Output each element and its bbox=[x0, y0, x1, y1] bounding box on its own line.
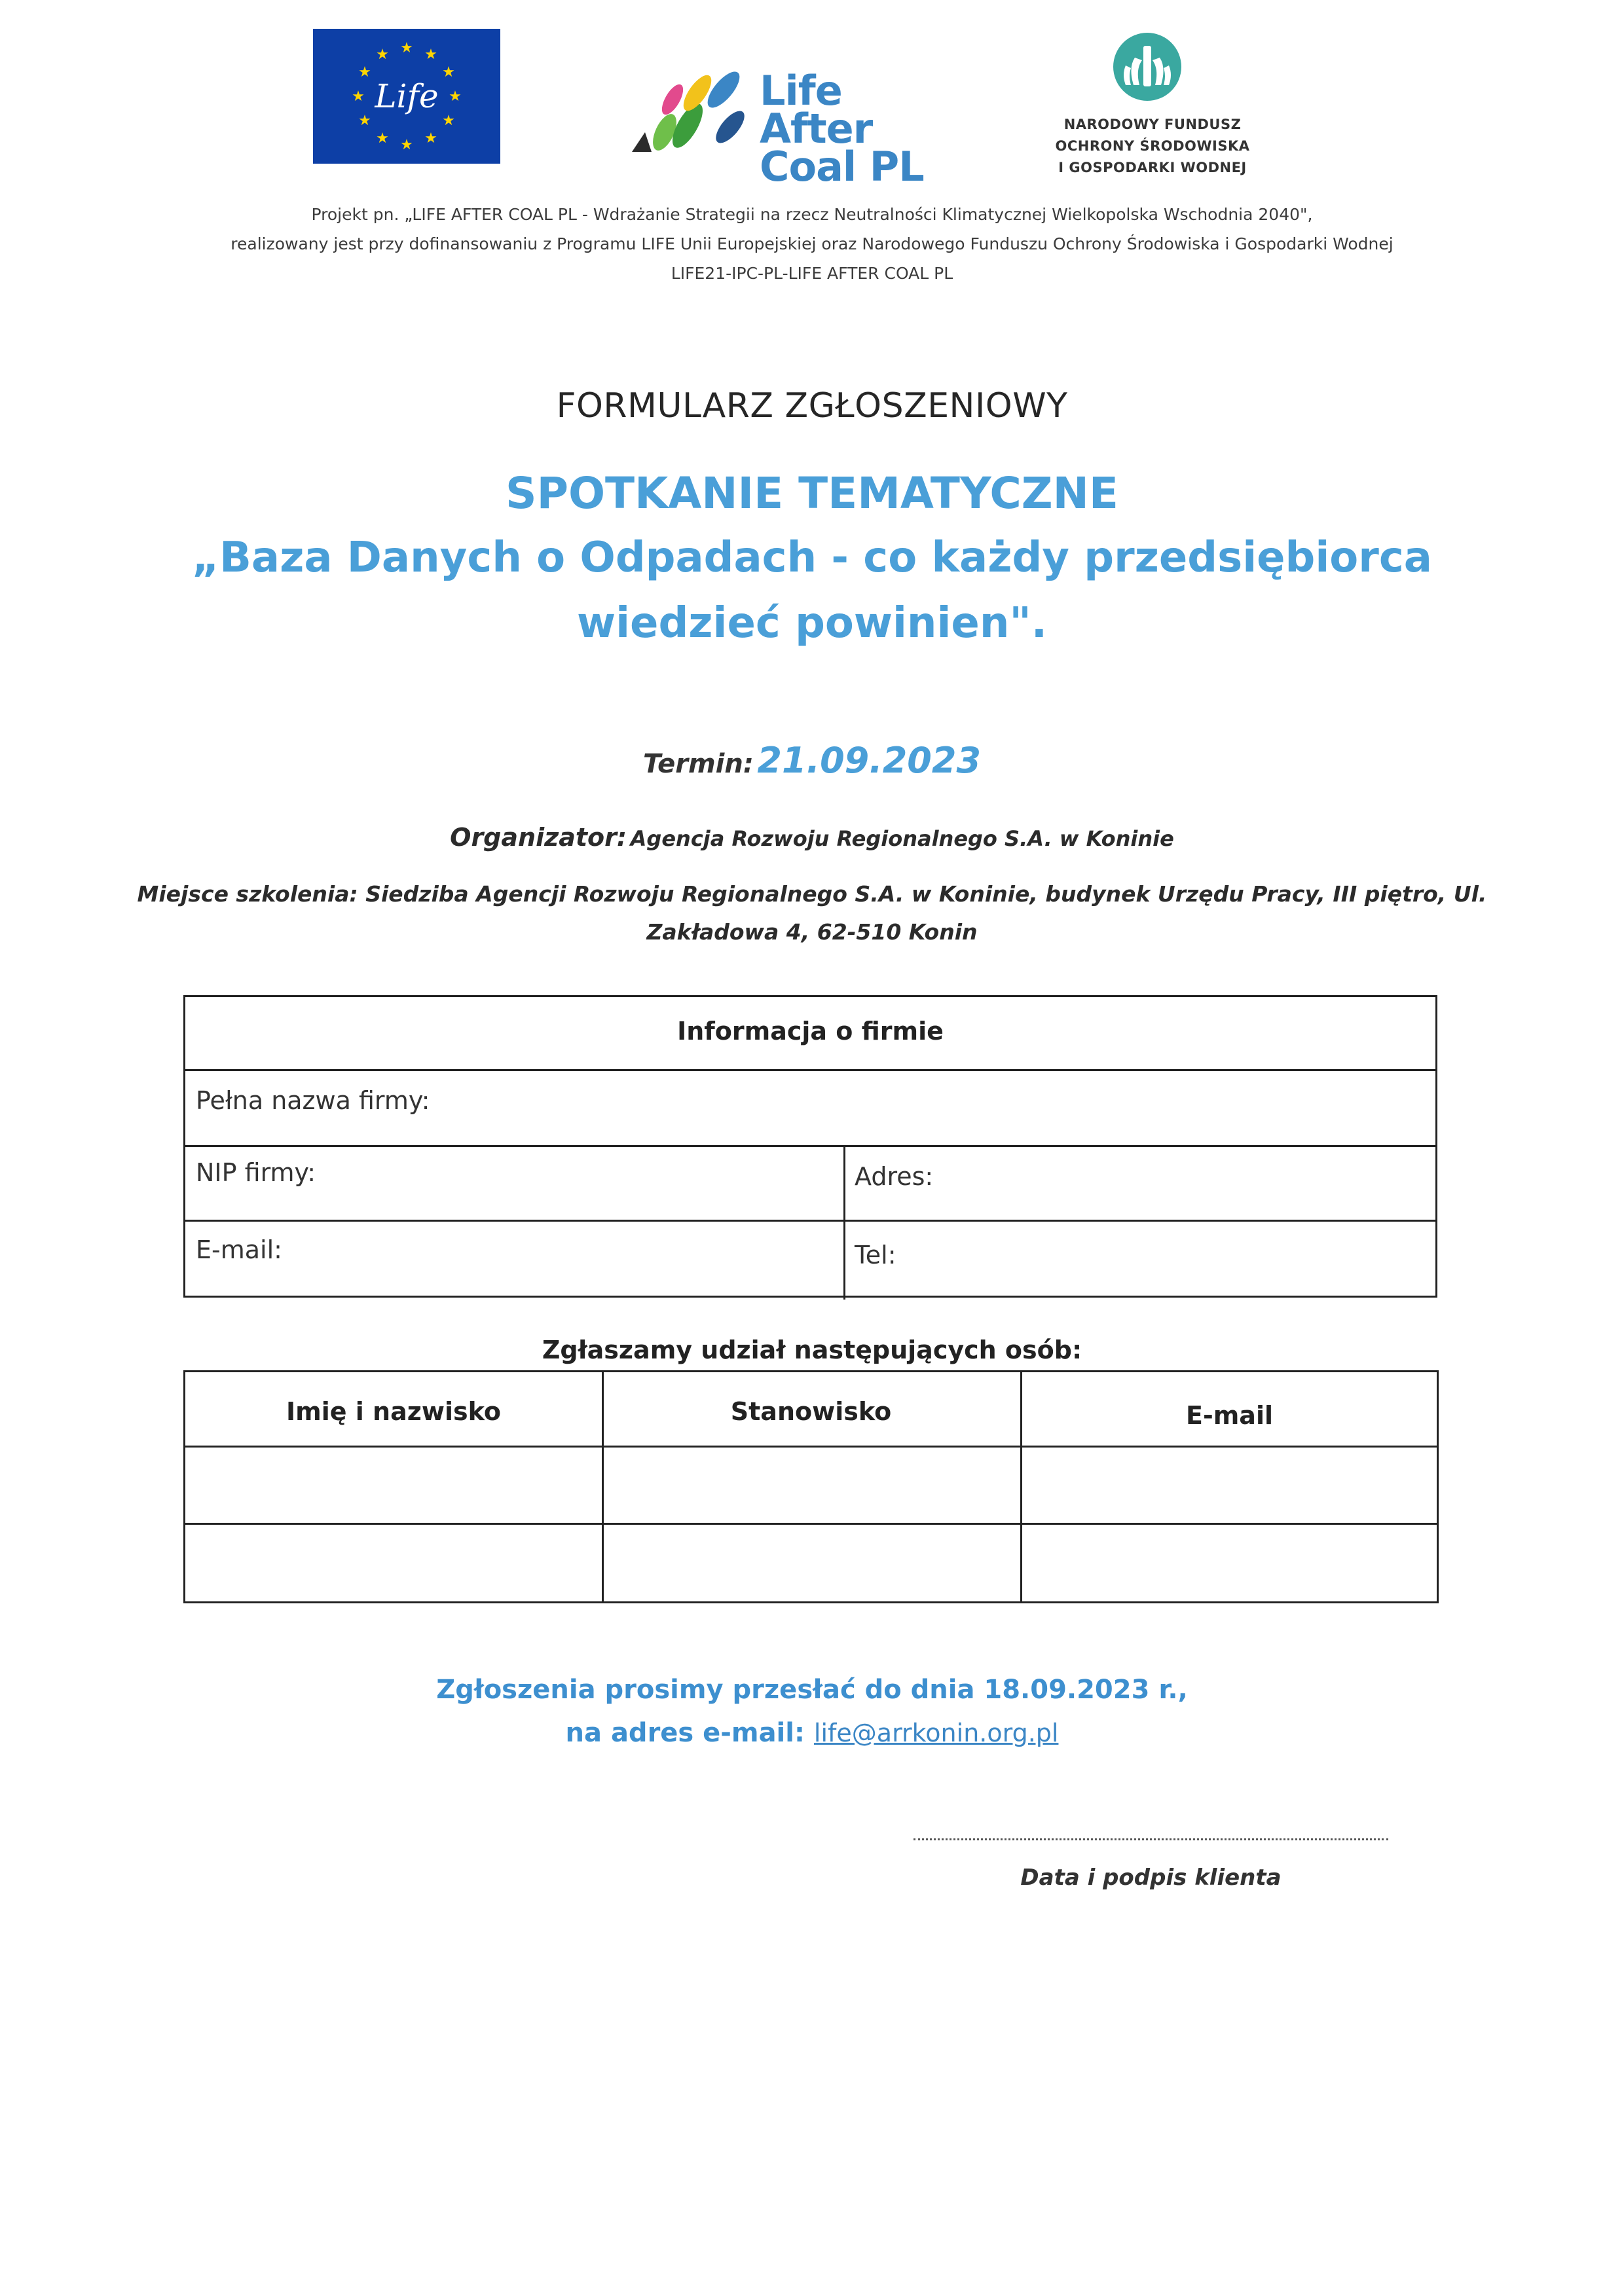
participants-table bbox=[183, 1370, 1439, 1603]
signature-label: Data i podpis klienta bbox=[1020, 1865, 1282, 1891]
eu-life-logo bbox=[313, 29, 500, 164]
column-header-name: Imię i nazwisko bbox=[286, 1397, 501, 1426]
svg-text:★: ★ bbox=[442, 113, 455, 129]
company-info-table bbox=[183, 995, 1437, 1298]
organizer bbox=[0, 823, 1624, 852]
svg-text:★: ★ bbox=[376, 46, 389, 63]
contact-email-link[interactable]: life@arrkonin.org.pl bbox=[813, 1719, 1059, 1747]
organizer-value: Agencja Rozwoju Regionalnego S.A. w Koninie bbox=[630, 826, 1174, 851]
eu-life-wordmark: Life bbox=[375, 77, 439, 115]
event-type: SPOTKANIE TEMATYCZNE bbox=[506, 468, 1118, 519]
project-line1: Projekt pn. „LIFE AFTER COAL PL - Wdrażanie Strategii na rzecz Neutralności Klimatycznej Wielkopolska Wschodnia 2040", bbox=[311, 205, 1313, 224]
svg-text:★: ★ bbox=[424, 130, 437, 147]
nip-label: NIP firmy: bbox=[196, 1158, 316, 1187]
table-column-divider bbox=[843, 1145, 845, 1300]
nfosigw-name bbox=[1041, 114, 1264, 179]
participant-row1-email-cell[interactable] bbox=[1022, 1448, 1437, 1521]
phone-label: Tel: bbox=[855, 1241, 896, 1269]
project-info bbox=[79, 200, 1545, 288]
svg-text:★: ★ bbox=[358, 64, 371, 81]
participant-row2-position-cell[interactable] bbox=[604, 1525, 1020, 1601]
place-label: Miejsce szkolenia: bbox=[137, 881, 358, 907]
lac-line1: Life After bbox=[760, 67, 873, 153]
submission-info bbox=[0, 1668, 1624, 1755]
company-email-label: E-mail: bbox=[196, 1235, 282, 1264]
svg-text:★: ★ bbox=[376, 130, 389, 147]
participant-row2-name-cell[interactable] bbox=[185, 1525, 602, 1601]
svg-text:★: ★ bbox=[352, 88, 365, 105]
full-name-field[interactable] bbox=[196, 1070, 1427, 1141]
svg-text:★: ★ bbox=[400, 40, 413, 56]
event-name-line1: „Baza Danych o Odpadach - co każdy przedsiębiorca bbox=[192, 534, 1432, 582]
participant-row1-name-cell[interactable] bbox=[185, 1448, 602, 1521]
lac-line2: Coal PL bbox=[760, 143, 924, 191]
deadline-email-label: na adres e-mail: bbox=[565, 1718, 805, 1748]
nfosigw-logo bbox=[1041, 31, 1264, 182]
life-after-coal-wordmark bbox=[760, 67, 966, 191]
event-name-line2: wiedzieć powinien". bbox=[576, 599, 1048, 647]
svg-text:★: ★ bbox=[449, 88, 462, 105]
nfosigw-line1: NARODOWY FUNDUSZ bbox=[1063, 117, 1242, 132]
training-place bbox=[118, 875, 1506, 951]
participant-row2-email-cell[interactable] bbox=[1022, 1525, 1437, 1601]
project-line2: realizowany jest przy dofinansowaniu z Programu LIFE Unii Europejskiej oraz Narodowego Funduszu Ochrony Środowiska i Gospodarki Wodnej bbox=[231, 234, 1393, 253]
full-name-label: Pełna nazwa firmy: bbox=[196, 1086, 430, 1115]
column-header-position: Stanowisko bbox=[730, 1397, 892, 1426]
svg-text:★: ★ bbox=[442, 64, 455, 81]
phone-field[interactable] bbox=[855, 1221, 1431, 1294]
place-value-line2: Zakładowa 4, 62-510 Konin bbox=[646, 919, 978, 945]
organizer-label: Organizator: bbox=[450, 823, 627, 852]
svg-text:★: ★ bbox=[400, 137, 413, 153]
event-date bbox=[0, 740, 1624, 781]
project-line3: LIFE21-IPC-PL-LIFE AFTER COAL PL bbox=[671, 264, 953, 283]
place-value-line1: Siedziba Agencji Rozwoju Regionalnego S.A. w Koninie, budynek Urzędu Pracy, III piętro, Ul. bbox=[365, 881, 1487, 907]
nfosigw-line2: OCHRONY ŚRODOWISKA bbox=[1055, 138, 1250, 154]
life-after-coal-logo bbox=[625, 54, 966, 191]
svg-text:★: ★ bbox=[358, 113, 371, 129]
nfosigw-emblem-icon bbox=[1111, 31, 1183, 102]
date-value: 21.09.2023 bbox=[757, 740, 982, 781]
deadline-line1: Zgłoszenia prosimy przesłać do dnia 18.09.2023 r., bbox=[436, 1675, 1188, 1705]
column-header-email: E-mail bbox=[1185, 1401, 1274, 1430]
participants-title: Zgłaszamy udział następujących osób: bbox=[542, 1336, 1082, 1364]
nip-field[interactable] bbox=[196, 1146, 838, 1218]
form-title: FORMULARZ ZGŁOSZENIOWY bbox=[556, 386, 1068, 426]
address-field[interactable] bbox=[855, 1146, 1431, 1218]
svg-text:★: ★ bbox=[424, 46, 437, 63]
life-after-coal-leaves-icon bbox=[625, 54, 756, 158]
company-table-header: Informacja o firmie bbox=[677, 1017, 944, 1046]
address-label: Adres: bbox=[855, 1162, 934, 1191]
signature-line[interactable] bbox=[913, 1838, 1388, 1840]
nfosigw-line3: I GOSPODARKI WODNEJ bbox=[1058, 160, 1247, 175]
date-label: Termin: bbox=[642, 749, 754, 779]
company-email-field[interactable] bbox=[196, 1221, 838, 1294]
eu-flag-stars-icon bbox=[313, 29, 500, 164]
participant-row1-position-cell[interactable] bbox=[604, 1448, 1020, 1521]
